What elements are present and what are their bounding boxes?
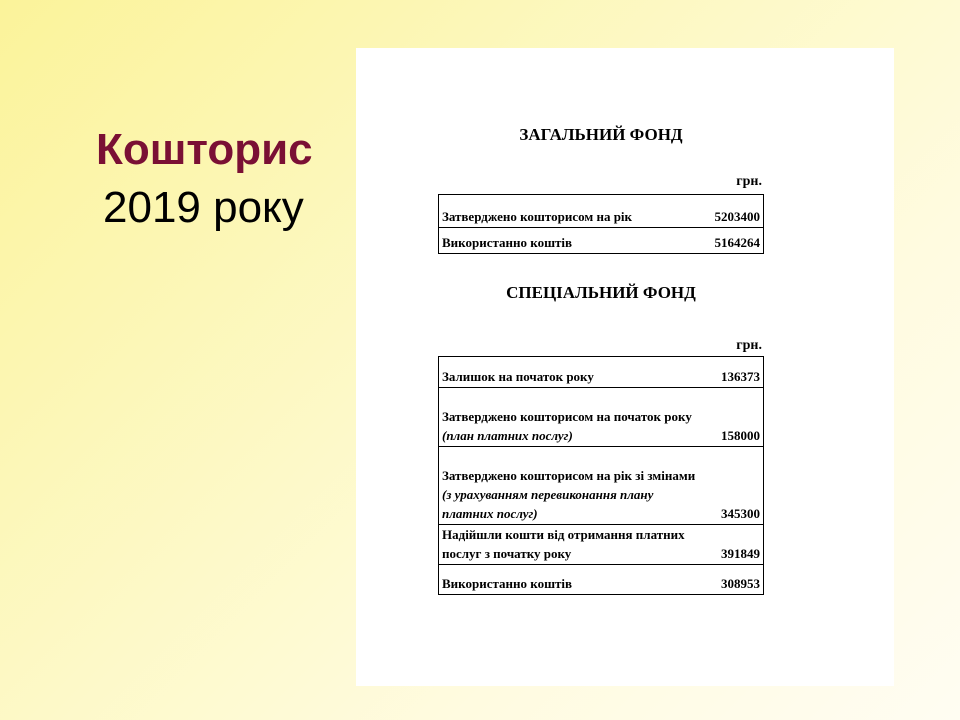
row-label <box>439 565 700 595</box>
row-label <box>439 195 700 228</box>
row-label <box>439 388 700 447</box>
row-label-text: Затверджено кошторисом на рік зі змінами <box>442 468 696 483</box>
row-value: 136373 <box>699 357 764 388</box>
row-label-text: Затверджено кошторисом на рік <box>442 209 633 224</box>
row-label-text: Використанно коштів <box>442 235 573 250</box>
table-row <box>439 525 764 565</box>
budget-document <box>356 48 894 686</box>
general-fund-table <box>438 194 764 254</box>
row-note: (план платних послуг) <box>442 428 573 443</box>
row-value: 308953 <box>699 565 764 595</box>
row-value: 158000 <box>699 388 764 447</box>
slide-title: Кошторис <box>96 125 313 174</box>
special-fund-heading: СПЕЦІАЛЬНИЙ ФОНД <box>506 283 696 302</box>
row-label-text: Затверджено кошторисом на початок року <box>442 409 692 424</box>
row-label-text: Використанно коштів <box>442 576 573 591</box>
row-label-text: Надійшли кошти від отримання платних послуг з початку року <box>442 527 685 561</box>
row-label <box>439 447 700 525</box>
table-row <box>439 195 764 228</box>
general-fund-heading: ЗАГАЛЬНИЙ ФОНД <box>519 125 683 144</box>
row-label <box>439 525 700 565</box>
general-fund-currency: грн. <box>736 174 762 189</box>
row-value: 345300 <box>699 447 764 525</box>
table-row <box>439 357 764 388</box>
row-label <box>439 357 700 388</box>
table-row <box>439 565 764 595</box>
row-note: (з урахуванням перевиконання плану платних послуг) <box>442 487 654 521</box>
table-row <box>439 447 764 525</box>
row-value: 5164264 <box>699 228 764 254</box>
special-fund-table <box>438 356 764 595</box>
row-label <box>439 228 700 254</box>
table-row <box>439 228 764 254</box>
slide-subtitle: 2019 року <box>103 183 304 232</box>
row-value: 391849 <box>699 525 764 565</box>
table-row <box>439 388 764 447</box>
row-value: 5203400 <box>699 195 764 228</box>
special-fund-currency: грн. <box>736 338 762 353</box>
row-label-text: Залишок на початок року <box>442 369 594 384</box>
